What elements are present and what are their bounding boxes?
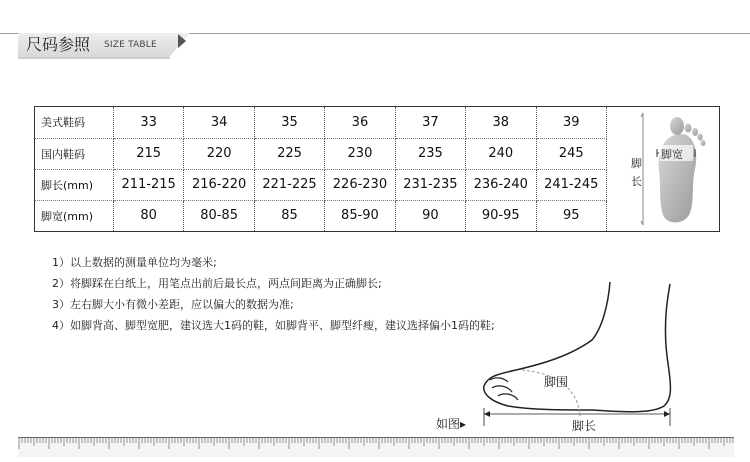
table-cell: 35 — [254, 107, 324, 138]
foot-length-label-top: 脚 — [631, 157, 642, 170]
row-header: 脚长(mm) — [35, 169, 113, 200]
table-cell: 90-95 — [466, 200, 536, 231]
list-item: 1）以上数据的测量单位均为毫米; — [52, 256, 217, 269]
size-table — [34, 106, 720, 232]
toe-icon — [685, 124, 692, 133]
foot-side-view-svg — [432, 276, 732, 436]
ruler — [18, 437, 734, 457]
section-title: 尺码参照 — [26, 35, 91, 54]
foot-length-label-bottom: 长 — [631, 175, 642, 188]
table-cell: 37 — [395, 107, 465, 138]
table-row — [35, 138, 607, 169]
table-cell: 33 — [113, 107, 183, 138]
table-cell: 38 — [466, 107, 536, 138]
table-cell: 220 — [184, 138, 254, 169]
table-cell: 231-235 — [395, 169, 465, 200]
figure-caption: 如图▸ — [436, 417, 467, 431]
table-cell: 34 — [184, 107, 254, 138]
header-tab-shadow — [18, 57, 170, 59]
table-cell: 80-85 — [184, 200, 254, 231]
ruler-svg — [18, 437, 734, 457]
table-cell: 85 — [254, 200, 324, 231]
girth-label: 脚围 — [544, 375, 569, 389]
row-header: 国内鞋码 — [35, 138, 113, 169]
table-cell: 90 — [395, 200, 465, 231]
table-cell: 80 — [113, 200, 183, 231]
table-cell: 226-230 — [325, 169, 395, 200]
header-arrow-icon — [178, 34, 186, 48]
row-header: 美式鞋码 — [35, 107, 113, 138]
list-item: 3）左右脚大小有微小差距，应以偏大的数据为准; — [52, 298, 294, 311]
footprint-svg — [607, 107, 719, 231]
toe-icon — [697, 134, 703, 141]
foot-illustration — [432, 276, 732, 436]
table-cell: 240 — [466, 138, 536, 169]
notes-list — [52, 252, 495, 336]
foot-width-label: 脚宽 — [661, 148, 683, 161]
toe-icon — [701, 140, 706, 146]
size-grid — [35, 107, 607, 231]
footprint-diagram — [607, 107, 719, 231]
table-cell: 241-245 — [536, 169, 607, 200]
table-cell: 211-215 — [113, 169, 183, 200]
table-row — [35, 169, 607, 200]
row-header: 脚宽(mm) — [35, 200, 113, 231]
table-cell: 36 — [325, 107, 395, 138]
foot-outline-icon — [484, 282, 671, 412]
table-cell: 236-240 — [466, 169, 536, 200]
table-cell: 39 — [536, 107, 607, 138]
table-row — [35, 200, 607, 231]
table-cell: 230 — [325, 138, 395, 169]
list-item: 4）如脚背高、脚型宽肥，建议选大1码的鞋，如脚背平、脚型纤瘦，建议选择偏小1码的鞋; — [52, 319, 495, 332]
table-cell: 235 — [395, 138, 465, 169]
table-cell: 95 — [536, 200, 607, 231]
list-item: 2）将脚踩在白纸上，用笔点出前后最长点，两点间距离为正确脚长; — [52, 277, 382, 290]
big-toe-icon — [670, 117, 684, 135]
toes-icon — [490, 378, 518, 400]
table-cell: 245 — [536, 138, 607, 169]
table-cell: 216-220 — [184, 169, 254, 200]
table-cell: 215 — [113, 138, 183, 169]
table-row — [35, 107, 607, 138]
table-cell: 225 — [254, 138, 324, 169]
table-cell: 221-225 — [254, 169, 324, 200]
table-cell: 85-90 — [325, 200, 395, 231]
section-subtitle: SIZE TABLE — [104, 40, 157, 50]
toe-icon — [692, 128, 698, 136]
length-label: 脚长 — [572, 419, 597, 433]
